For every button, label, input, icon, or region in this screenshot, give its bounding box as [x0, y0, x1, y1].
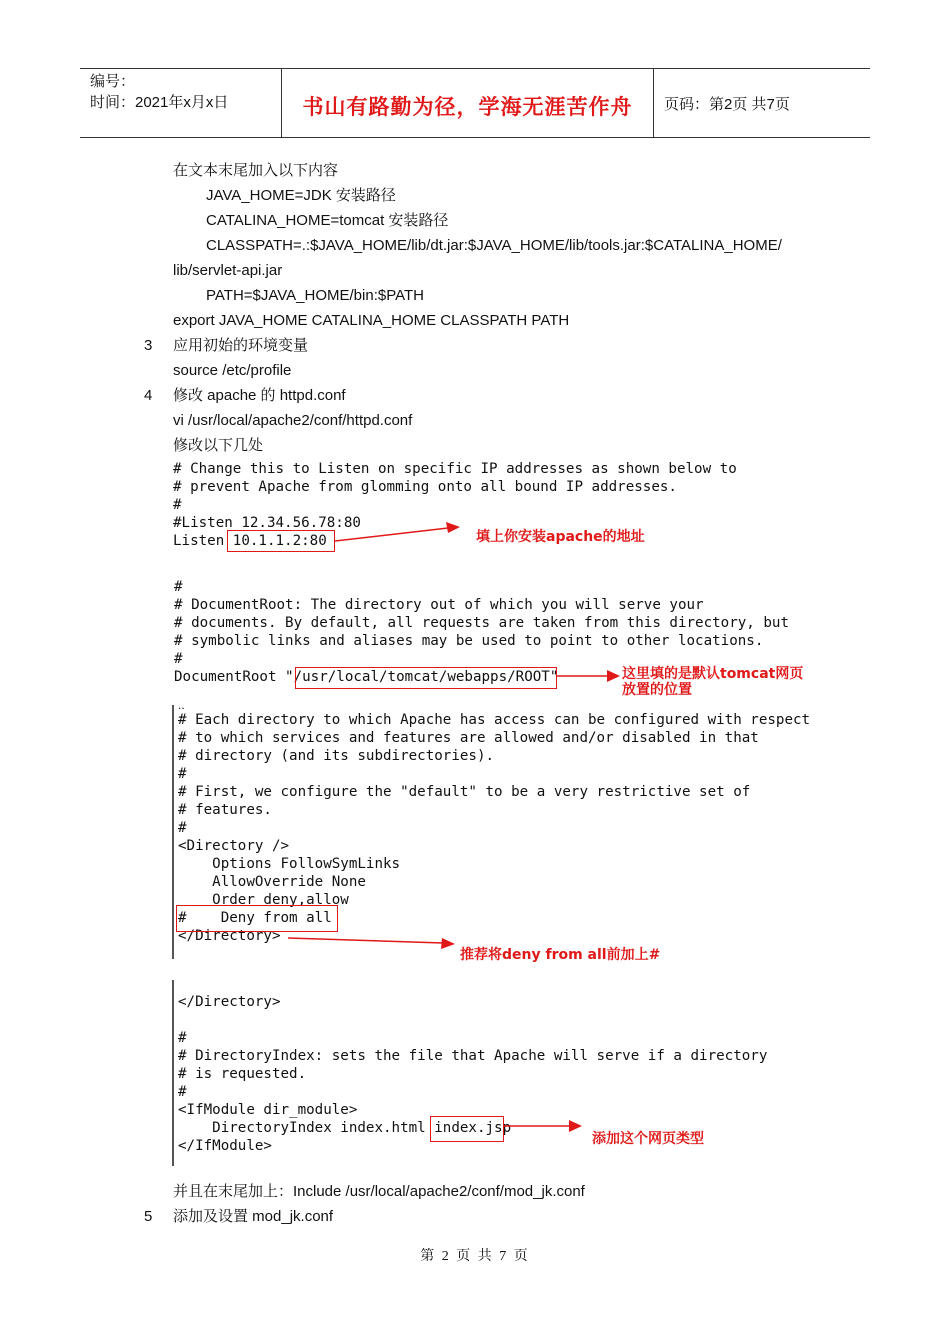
step-number: 3: [144, 337, 153, 354]
header-meta: [80, 69, 282, 137]
step4-command: vi /usr/local/apache2/conf/httpd.conf: [173, 412, 413, 429]
dirindex-code: </Directory> # # DirectoryIndex: sets the file that Apache will serve if a directory # is requested. # <IfModule dir_module> DirectoryIndex index.html index.jsp </IfModule>: [178, 994, 768, 1154]
screenshot-directory-index: [168, 980, 818, 1168]
step4-subtitle: 修改以下几处: [173, 437, 264, 454]
screenshot-directory: .. # Each directory to which Apache has access can be configured with respect # to which services and features are allowed and/or disabled in that # directory (and its subdirectories). # # First, we configure the "default" to be a very restrictive set of # features. # <Directory /> Options FollowSymLinks AllowOverride None Order deny,allow # Deny from all </Directory> 推荐将deny from all前加上#: [168, 703, 818, 965]
annotation-listen: 填上你安装apache的地址: [476, 529, 645, 545]
export-line: export JAVA_HOME CATALINA_HOME CLASSPATH PATH: [173, 312, 570, 329]
annotation-directory: 推荐将deny from all前加上#: [460, 947, 661, 963]
document-number-label: 编号：: [90, 73, 136, 90]
header-motto-cell: [282, 69, 654, 137]
arrow-icon: [168, 980, 818, 1168]
include-instruction: 并且在末尾加上：Include /usr/local/apache2/conf/mod_jk.conf: [173, 1183, 585, 1200]
env-line-classpath-cont: lib/servlet-api.jar: [173, 262, 283, 279]
step5-title: 添加及设置 mod_jk.conf: [173, 1208, 334, 1225]
step3-command: source /etc/profile: [173, 362, 292, 379]
docroot-code: # # DocumentRoot: The directory out of which you will serve your # documents. By default, all requests are taken from this directory, but # symbolic links and aliases may be used to point to other locations. # DocumentRoot "/usr/local/tomcat/webapps/ROOT": [174, 579, 789, 685]
step-number: 5: [144, 1208, 153, 1225]
annotation-dirindex: 添加这个网页类型: [592, 1131, 704, 1147]
date-label: 时间：2021年x月x日: [90, 94, 229, 111]
step-number: 4: [144, 387, 153, 404]
page-indicator: 页码：第2页 共7页: [664, 95, 790, 113]
screenshot-document-root: [168, 578, 818, 696]
step4-title: 修改 apache 的 httpd.conf: [173, 387, 346, 404]
intro-text: 在文本末尾加入以下内容: [173, 162, 339, 179]
page-footer: 第 2 页 共 7 页: [420, 1249, 530, 1264]
page-header: [80, 68, 870, 138]
screenshot-listen: [168, 460, 808, 555]
env-line-catalina-home: CATALINA_HOME=tomcat 安装路径: [206, 212, 449, 229]
directory-code: # Each directory to which Apache has access can be configured with respect # to which services and features are allowed and/or disabled in that # directory (and its subdirectories). # # First, we configure the "default" to be a very restrictive set of # features. # <Directory /> Options FollowSymLinks AllowOverride None Order deny,allow # Deny from all </Directory>: [178, 712, 811, 944]
annotation-docroot: 这里填的是默认tomcat网页 放置的位置: [622, 666, 804, 698]
header-page-cell: [654, 69, 870, 137]
env-line-path: PATH=$JAVA_HOME/bin:$PATH: [206, 287, 424, 304]
env-line-classpath: CLASSPATH=.:$JAVA_HOME/lib/dt.jar:$JAVA_HOME/lib/tools.jar:$CATALINA_HOME/: [206, 237, 782, 254]
step3-title: 应用初始的环境变量: [173, 337, 309, 354]
listen-code: # Change this to Listen on specific IP addresses as shown below to # prevent Apache from glomming onto all bound IP addresses. # #Listen 12.34.56.78:80 Listen 10.1.1.2:80: [173, 461, 737, 549]
arrow-icon: [168, 703, 818, 965]
env-line-java-home: JAVA_HOME=JDK 安装路径: [206, 187, 396, 204]
motto: 书山有路勤为径，学海无涯苦作舟: [302, 96, 633, 119]
